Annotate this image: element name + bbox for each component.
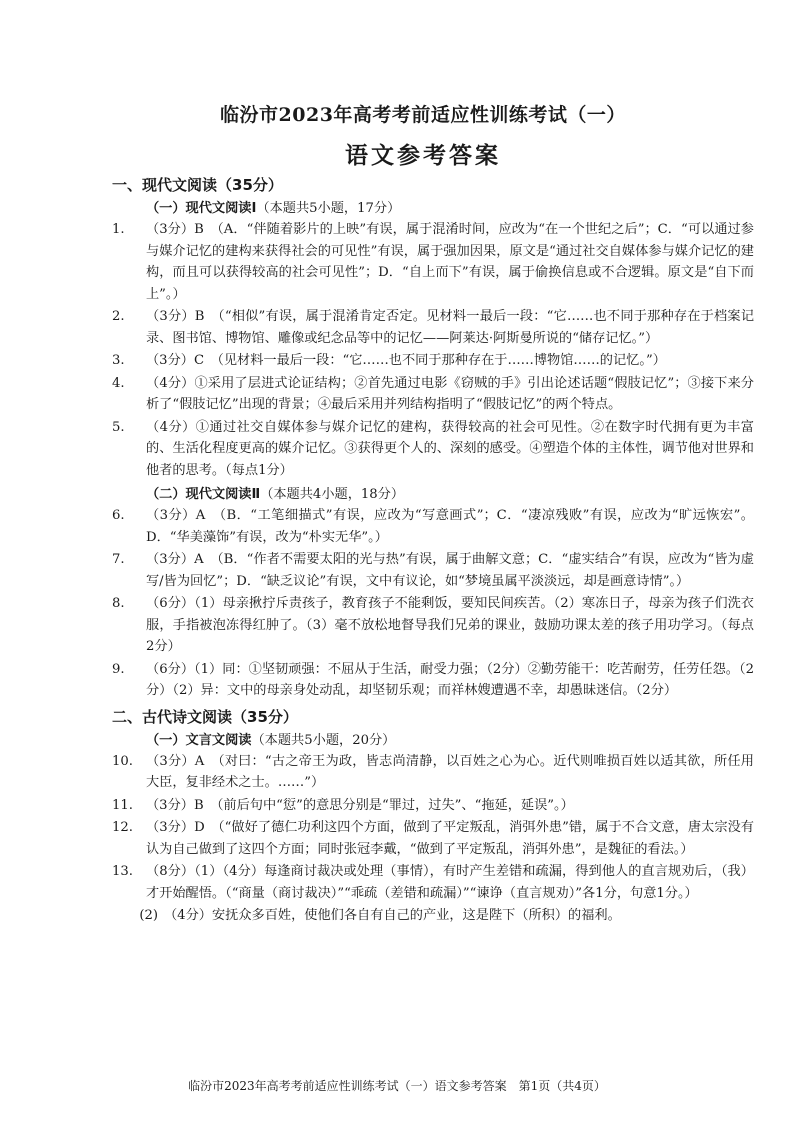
answer-sub-item [112,905,754,927]
subsection-heading-classical-reading-1 [146,729,754,748]
answer-item [112,861,754,904]
answer-item [112,549,754,592]
answer-text: （6分）（1）同：①坚韧顽强：不屈从于生活，耐受力强；（2分）②勤劳能干：吃苦耐劳，任劳任怨。（2分）（2）异：文中的母亲身处动乱，却坚韧乐观；而祥林嫂遭遇不幸，却愚昧迷信。（2分） [146,661,754,698]
question-number: 7. [112,552,125,567]
section-heading-classical-reading: 二、古代诗文阅读（35分） [112,707,298,726]
subsection-heading-modern-reading-2 [146,483,754,502]
answer-text: （3分）A （B．“工笔细描式”有误，应改为“写意画式”；C．“凄凉残败”有误，应改为“旷远恢宏”。D．“华美藻饰”有误，改为“朴实无华”。） [146,508,754,545]
question-number: 10. [112,753,133,769]
answer-text: （3分）D （“做好了德仁功利这四个方面，做到了平定叛乱，消弭外患”错，属于不合文意，唐太宗没有认为自己做到了这四个方面；同时张冠李戴，“做到了平定叛乱，消弭外患”，是魏征的看法。） [146,820,754,857]
answer-text: （4分）①采用了层进式论证结构；②首先通过电影《窃贼的手》引出论述话题“假肢记忆”；③接下来分析了“假肢记忆”出现的背景；④最后采用并列结构指明了“假肢记忆”的两个特点。 [146,375,754,412]
question-number: 6. [112,508,125,523]
answer-text: （3分）A （B．“作者不需要太阳的光与热”有误，属于曲解文意；C．“虚实结合”有误，应改为“皆为虚写/皆为回忆”；D．“缺乏议论”有误，文中有议论，如“梦境虽属平淡淡远，却是画意诗情”。） [146,552,754,589]
answer-item [112,350,754,372]
subsection-label: （二）现代文阅读Ⅱ [146,487,261,502]
subsection-note: （本题共5小题，17分） [256,201,401,216]
answer-item [112,373,754,416]
question-number: 1. [112,222,125,237]
answer-item [112,795,754,817]
answer-text: （4分）安抚众多百姓，使他们各自有自己的产业，这是陛下（所积）的福利。 [164,908,621,923]
answer-text: （8分）（1）（4分）每逢商讨裁决或处理（事情），有时产生差错和疏漏，得到他人的直言规劝后，（我）才开始醒悟。（“商量（商讨裁决）”“乖疏（差错和疏漏）”“谏诤（直言规劝）”各1分，句意1分。） [146,864,754,901]
answer-item [112,817,754,860]
question-number: 8. [112,596,125,611]
answer-text: （6分）（1）母亲揪拧斥责孩子，教育孩子不能剩饭，要知民间疾苦。（2）寒冻日子，母亲为孩子们洗衣服，手指被泡冻得红肿了。（3）毫不放松地督导我们兄弟的课业，鼓励功课太差的孩子用功学习。（每点2分） [146,596,754,654]
question-number: 5. [112,419,125,435]
page-footer: 临汾市2023年高考考前适应性训练考试（一）语文参考答案 第1页（共4页） [188,1079,606,1093]
answer-text: （3分）B （“相似”有误，属于混淆肯定否定。见材料一最后一段：“它……也不同于那种存在于档案记录、图书馆、博物馆、雕像或纪念品等中的记忆——阿莱达·阿斯曼所说的“储存记忆。”） [146,309,754,346]
question-number: 9. [112,661,125,677]
answer-text: （3分）B （前后句中“愆”的意思分别是“罪过，过失”、“拖延，延误”。） [146,797,574,813]
question-number: 3. [112,353,125,368]
answer-item [112,306,754,349]
exam-title: 临汾市2023年高考考前适应性训练考试（一） [220,104,626,126]
sub-question-number: (2) [139,908,158,923]
question-number: 12. [112,820,133,835]
question-number: 2. [112,309,125,324]
subsection-label: （一）现代文阅读Ⅰ [146,201,257,216]
answer-item [112,751,754,794]
answer-item [112,417,754,482]
document-subtitle: 语文参考答案 [345,142,501,169]
answer-item [112,219,754,305]
question-number: 13. [112,864,133,879]
subsection-label: （一）文言文阅读 [146,732,252,748]
question-number: 11. [112,797,133,813]
answer-text: （3分）A （对曰：“古之帝王为政，皆志尚清静，以百姓之心为心。近代则唯损百姓以适其欲，所任用大臣，复非经术之士。……”） [146,753,754,790]
subsection-note: （本题共4小题，18分） [260,487,405,502]
answer-text: （4分）①通过社交自媒体参与媒介记忆的建构，获得较高的社会可见性。②在数字时代拥有更为丰富的、生活化程度更高的媒介记忆。③获得更个人的、深刻的感受。④塑造个体的主体性，调节他对世界和他者的思考。（每点1分） [146,419,754,478]
answer-text: （3分）B （A．“伴随着影片的上映”有误，属于混淆时间，应改为“在一个世纪之后”；C．“可以通过参与媒介记忆的建构来获得社会的可见性”有误，属于强加因果，原文是“通过社交自媒体参与媒介记忆的建构，而且可以获得较高的社会可见性”；D．“自上而下”有误，属于偷换信息或不合逻辑。原文是“自下而上”。） [146,222,754,302]
answer-item [112,593,754,658]
section-heading-modern-reading: 一、现代文阅读（35分） [112,176,283,194]
subsection-heading-modern-reading-1 [146,197,754,216]
question-number: 4. [112,375,125,391]
answer-item [112,659,754,702]
answer-item [112,505,754,548]
subsection-note: （本题共5小题，20分） [251,732,396,748]
answer-text: （3分）C （见材料一最后一段：“它……也不同于那种存在于……博物馆……的记忆。”） [146,353,666,368]
